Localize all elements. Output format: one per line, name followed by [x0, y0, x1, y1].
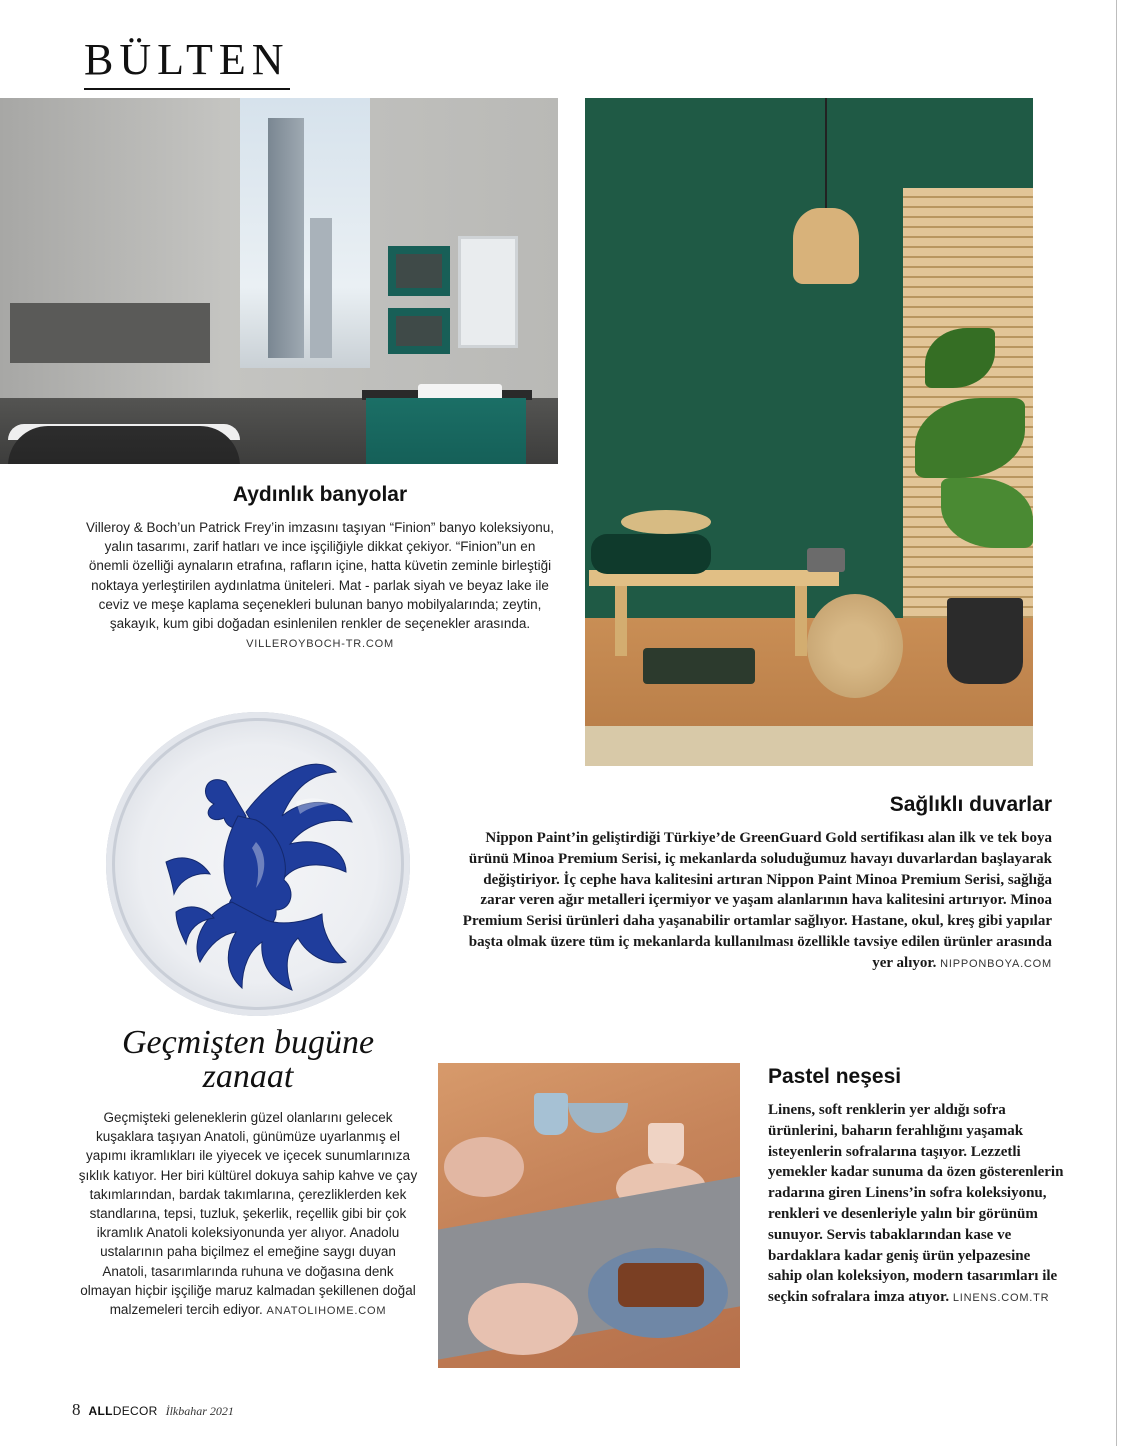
bathroom-window: [240, 98, 370, 368]
magazine-brand: [89, 1404, 158, 1418]
jute-rug: [585, 726, 1033, 766]
straw-hat: [621, 510, 711, 534]
article-url-walls: NIPPONBOYA.COM: [940, 957, 1052, 970]
vanity-cabinet: [366, 398, 526, 464]
lamp-cord: [825, 98, 827, 210]
article-url-craft: ANATOLIHOME.COM: [266, 1305, 387, 1318]
article-url-pastel: LINENS.COM.TR: [952, 1292, 1050, 1305]
page-edge-line: [1116, 0, 1117, 1446]
article-url-bath: VILLEROYBOCH-TR.COM: [246, 638, 394, 651]
issue-label: İlkbahar 2021: [165, 1404, 234, 1418]
bench-leg: [795, 586, 807, 656]
phoenix-illustration: [106, 712, 410, 1016]
ceramic-cup: [648, 1123, 684, 1165]
pink-plate: [468, 1283, 578, 1355]
bench-leg: [615, 586, 627, 656]
article-body-craft: [78, 1108, 418, 1321]
article-body-pastel: [768, 1100, 1068, 1309]
camera-icon: [807, 548, 845, 572]
article-body-bath: [84, 518, 556, 654]
article-text-craft: Geçmişteki geleneklerin güzel olanlarını gelecek kuşaklara taşıyan Anatoli, günümüze uyarlanmış el yapımı ikramlıkları ile yiyecek ve içecek sunumlarınıza şıklık katıyor. Her biri kültürel dokuya sahip kahve ve çay takımlarından, bardak takımlarına, çerezliklerden kek standlarına, tepsi, tuzluk, şekerlik, reçellik gibi bir çok ikramlık Anatoli koleksiyonunda yer alıyor. Anadolu ustalarının paha biçilmez el emeğine saygı duyan Anatoli, tasarımlarında ruhuna ve doğasına denk olmayan hiçbir işçiliğe maruz kalmadan şekillenen doğal malzemeleri tercih ediyor.: [78, 1110, 418, 1318]
pendant-lamp: [793, 208, 859, 284]
article-title-bath: Aydınlık banyolar: [232, 483, 408, 506]
green-room-photo: [585, 98, 1033, 766]
bathroom-photo: [0, 98, 558, 464]
article-title-craft-line1: Geçmişten bugüne: [121, 1024, 375, 1061]
wall-cabinet-upper: [388, 246, 450, 296]
article-title-craft-line2: zanaat: [202, 1058, 294, 1095]
city-tower: [268, 118, 304, 358]
wall-shelf: [10, 303, 210, 363]
section-title: BÜLTEN: [84, 38, 290, 90]
brand-bold-part: ALL: [88, 1404, 113, 1418]
article-text-walls: Nippon Paint’in geliştirdiği Türkiye’de GreenGuard Gold sertifikası alan ilk ve tek boya ürünü Minoa Premium Serisi, iç mekanlarda soluduğumuz havayı duvarlardan başlayarak değiştiriyor. İç cephe hava kalitesini artıran Nippon Paint Minoa Premium Serisi, sağlığa zarar veren ağır metalleri içermiyor ve yaşam alanlarının hava kalitesini artırıyor. Minoa Premium Serisi ürünleri daha yaşanabilir ortamlar sağlıyor. Hastane, okul, kreş gibi yapılar başta olmak üzere tüm iç mekanlarda kullanılması özellikle tavsiye edilen ürünler arasında yer alıyor.: [462, 830, 1052, 971]
article-title-craft: [80, 1026, 416, 1094]
city-tower-small: [310, 218, 332, 358]
bathtub: [8, 426, 240, 464]
ceramic-cup: [534, 1093, 568, 1135]
article-title-pastel: Pastel neşesi: [768, 1065, 902, 1088]
suitcase: [643, 648, 755, 684]
table-setting-photo: [438, 1063, 740, 1368]
page-footer: [72, 1400, 234, 1422]
wall-cabinet-lower: [388, 308, 450, 354]
cake: [618, 1263, 704, 1307]
bathroom-mirror: [458, 236, 518, 348]
article-text-bath: Villeroy & Boch’un Patrick Frey’in imzasını taşıyan “Finion” banyo koleksiyonu, yalın tasarımı, zarif hatları ve ince işçiliğiyle dikkat çekiyor. “Finion”un en önemli özelliği aynaların etrafına, rafların içine, hatta küvetin zeminle birleştiği noktaya yerleştirilen aydınlatma üniteleri. Mat - parlak siyah ve beyaz lake ile ceviz ve meşe kaplama seçenekleri bulunan banyo mobilyalarında; zeytin, şakayık, kum gibi doğadan esinlenilen renkler de seçenekler arasında.: [86, 520, 554, 632]
round-basket: [807, 594, 903, 698]
plant-pot: [947, 598, 1023, 684]
brand-rest-part: DECOR: [112, 1404, 158, 1418]
velvet-pillow: [591, 534, 711, 574]
phoenix-plate-photo: [106, 712, 410, 1016]
article-text-pastel: Linens, soft renklerin yer aldığı sofra ürünlerini, baharın ferahlığını yaşamak isteyenlerin sofralarına taşıyor. Lezzetli yemekler kadar sunuma da özen gösterenlerin radarına giren Linens’in sofra koleksiyonu, renkleri ve desenleriyle yalın bir görünüm sunuyor. Servis tabaklarından kase ve bardaklara kadar geniş ürün yelpazesine sahip olan koleksiyon, modern tasarımları ile seçkin sofralara imza atıyor.: [768, 1102, 1064, 1306]
pastel-plate: [444, 1137, 524, 1197]
page-number: 8: [72, 1400, 81, 1419]
article-body-walls: [456, 828, 1052, 975]
article-title-walls: Sağlıklı duvarlar: [889, 793, 1052, 816]
ceramic-bowl: [568, 1103, 628, 1133]
